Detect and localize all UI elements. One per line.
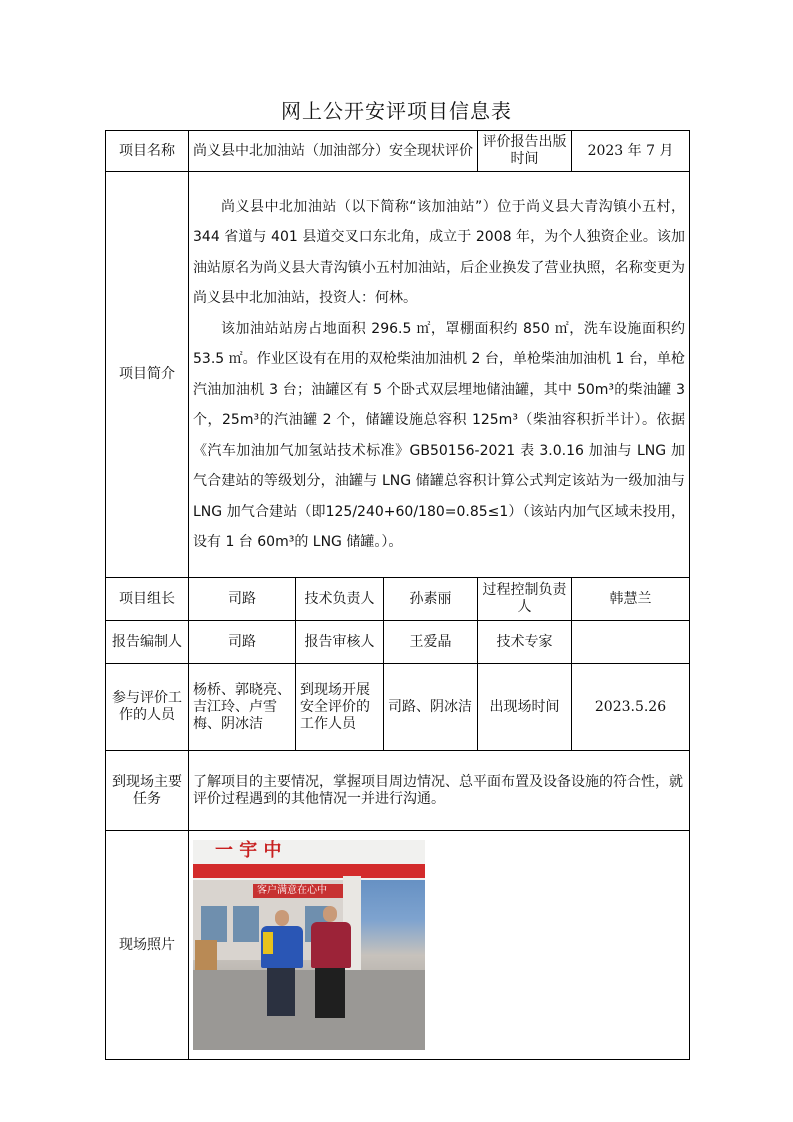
reviewer-label: 报告审核人 [296,621,384,664]
person-2-legs [315,968,345,1018]
leader-label: 项目组长 [106,578,189,621]
onsite-time-value: 2023.5.26 [572,664,690,751]
report-time-label: 评价报告出版时间 [478,131,572,172]
report-time-value: 2023 年 7 月 [572,131,690,172]
photo-cell [189,831,690,1060]
photo-shop-text: 客户满意在心中 [257,885,327,896]
leader-value: 司路 [189,578,296,621]
participants-label: 参与评价工作的人员 [106,664,189,751]
task-label: 到现场主要任务 [106,751,189,831]
person-1-jacket-stripe [263,932,273,954]
tech-lead-value: 孙素丽 [384,578,478,621]
page-title: 网上公开安评项目信息表 [281,99,512,123]
photo-boxes [195,940,217,970]
person-1-head [275,910,289,926]
participants-value: 杨桥、郭晓亮、吉江玲、卢雪梅、阴冰洁 [189,664,296,751]
reviewer-value: 王爱晶 [384,621,478,664]
person-1-legs [267,968,295,1016]
onsite-time-label: 出现场时间 [478,664,572,751]
photo-label: 现场照片 [106,831,189,1060]
person-2-shirt [311,922,351,968]
intro-paragraph-1: 尚义县中北加油站（以下简称“该加油站”）位于尚义县大青沟镇小五村，344 省道与 401 县道交叉口东北角，成立于 2008 年，为个人独资企业。该加油站原名为尚义县大青沟镇小五村加油站，后企业换发了营业执照，名称变更为尚义县中北加油站，投资人：何林。 [193,198,686,306]
photo-canopy-band [193,864,425,878]
intro-content [189,172,690,578]
intro-label: 项目简介 [106,172,189,578]
expert-label: 技术专家 [478,621,572,664]
photo-ground [193,970,425,1050]
process-control-label: 过程控制负责人 [478,578,572,621]
intro-paragraph-2: 该加油站站房占地面积 296.5 ㎡，罩棚面积约 850 ㎡，洗车设施面积约 53.5 ㎡。作业区设有在用的双枪柴油加油机 2 台，单枪柴油加油机 1 台，单枪汽油加油机 3 台；油罐区有 5 个卧式双层埋地储油罐，其中 50m³的柴油罐 3 个，25m³的汽油罐 2 个，储罐设施总容积 125m³（柴油容积折半计）。依据《汽车加油加气加氢站技术标准》GB50156-2021 表 3.0.16 加油与 LNG 加气合建站的等级划分，油罐与 LNG 储罐总容积计算公式判定该站为一级加油与 LNG 加气合建站（即125/240+60/180=0.85≤1）（该站内加气区域未投用，设有 1 台 60m³的 LNG 储罐。）。 [193,320,686,550]
project-name-value: 尚义县中北加油站（加油部分）安全现状评价 [189,131,478,172]
photo-window [233,906,259,942]
site-photo [193,840,425,1050]
onsite-staff-value: 司路、阴冰洁 [384,664,478,751]
editor-value: 司路 [189,621,296,664]
editor-label: 报告编制人 [106,621,189,664]
photo-canopy-text: 一 宇 中 [215,840,282,861]
person-2-head [323,906,337,922]
info-table [105,130,690,1060]
project-name-label: 项目名称 [106,131,189,172]
process-control-value: 韩慧兰 [572,578,690,621]
photo-window [201,906,227,942]
task-value: 了解项目的主要情况，掌握项目周边情况、总平面布置及设备设施的符合性，就评价过程遇到的其他情况一并进行沟通。 [189,751,690,831]
onsite-staff-label: 到现场开展安全评价的工作人员 [296,664,384,751]
expert-value [572,621,690,664]
tech-lead-label: 技术负责人 [296,578,384,621]
